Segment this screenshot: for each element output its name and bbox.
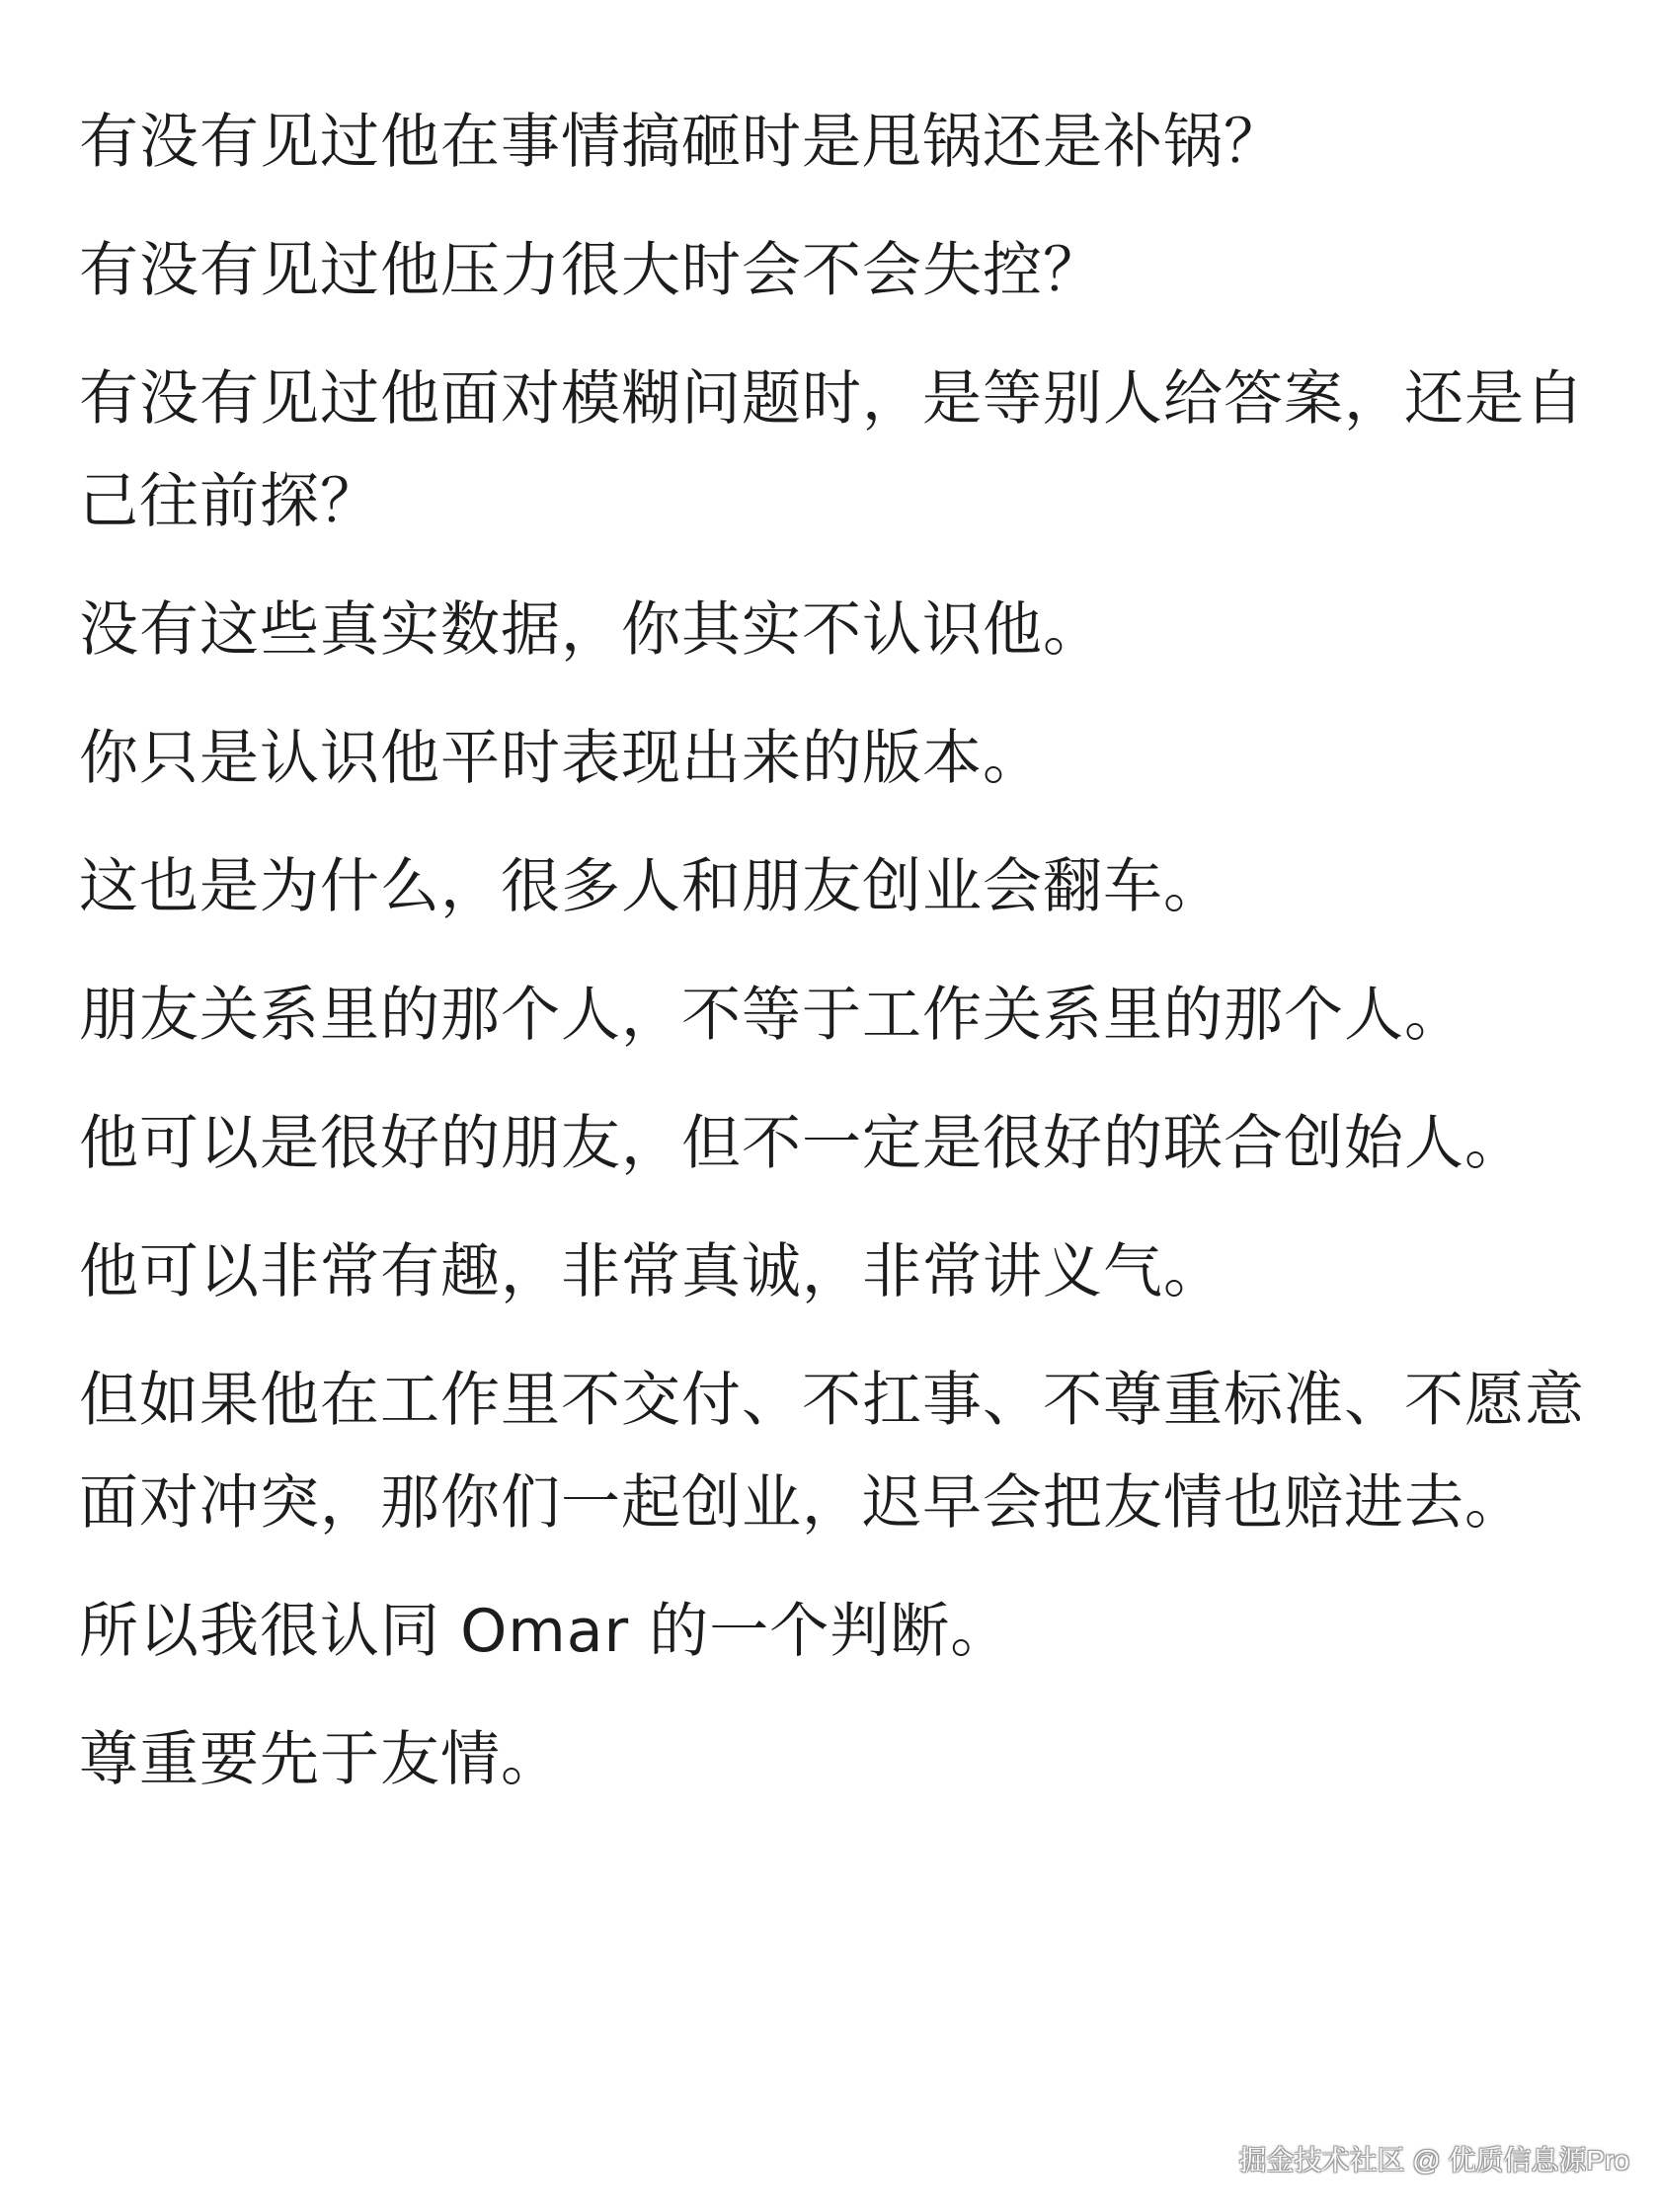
paragraph: 有没有见过他在事情搞砸时是甩锅还是补锅？ (79, 108, 1284, 177)
paragraph: 朋友关系里的那个人，不等于工作关系里的那个人。 (79, 981, 1464, 1050)
article-body (79, 91, 1590, 1837)
paragraph: 但如果他在工作里不交付、不扛事、不尊重标准、不愿意面对冲突，那你们一起创业，迟早会把友情也赔进去。 (79, 1366, 1585, 1538)
paragraph: 尊重要先于友情。 (79, 1725, 561, 1794)
paragraph: 有没有见过他面对模糊问题时，是等别人给答案，还是自己往前探？ (79, 364, 1585, 536)
paragraph: 这也是为什么，很多人和朋友创业会翻车。 (79, 852, 1224, 921)
paragraph: 有没有见过他压力很大时会不会失控？ (79, 236, 1103, 305)
paragraph: 他可以非常有趣，非常真诚，非常讲义气。 (79, 1237, 1224, 1306)
paragraph: 没有这些真实数据，你其实不认识他。 (79, 595, 1103, 665)
watermark: 掘金技术社区 @ 优质信息源Pro (1238, 2145, 1629, 2175)
paragraph: 他可以是很好的朋友，但不一定是很好的联合创始人。 (79, 1109, 1525, 1178)
paragraph: 所以我很认同 Omar 的一个判断。 (79, 1597, 1011, 1666)
paragraph: 你只是认识他平时表现出来的版本。 (79, 724, 1043, 793)
